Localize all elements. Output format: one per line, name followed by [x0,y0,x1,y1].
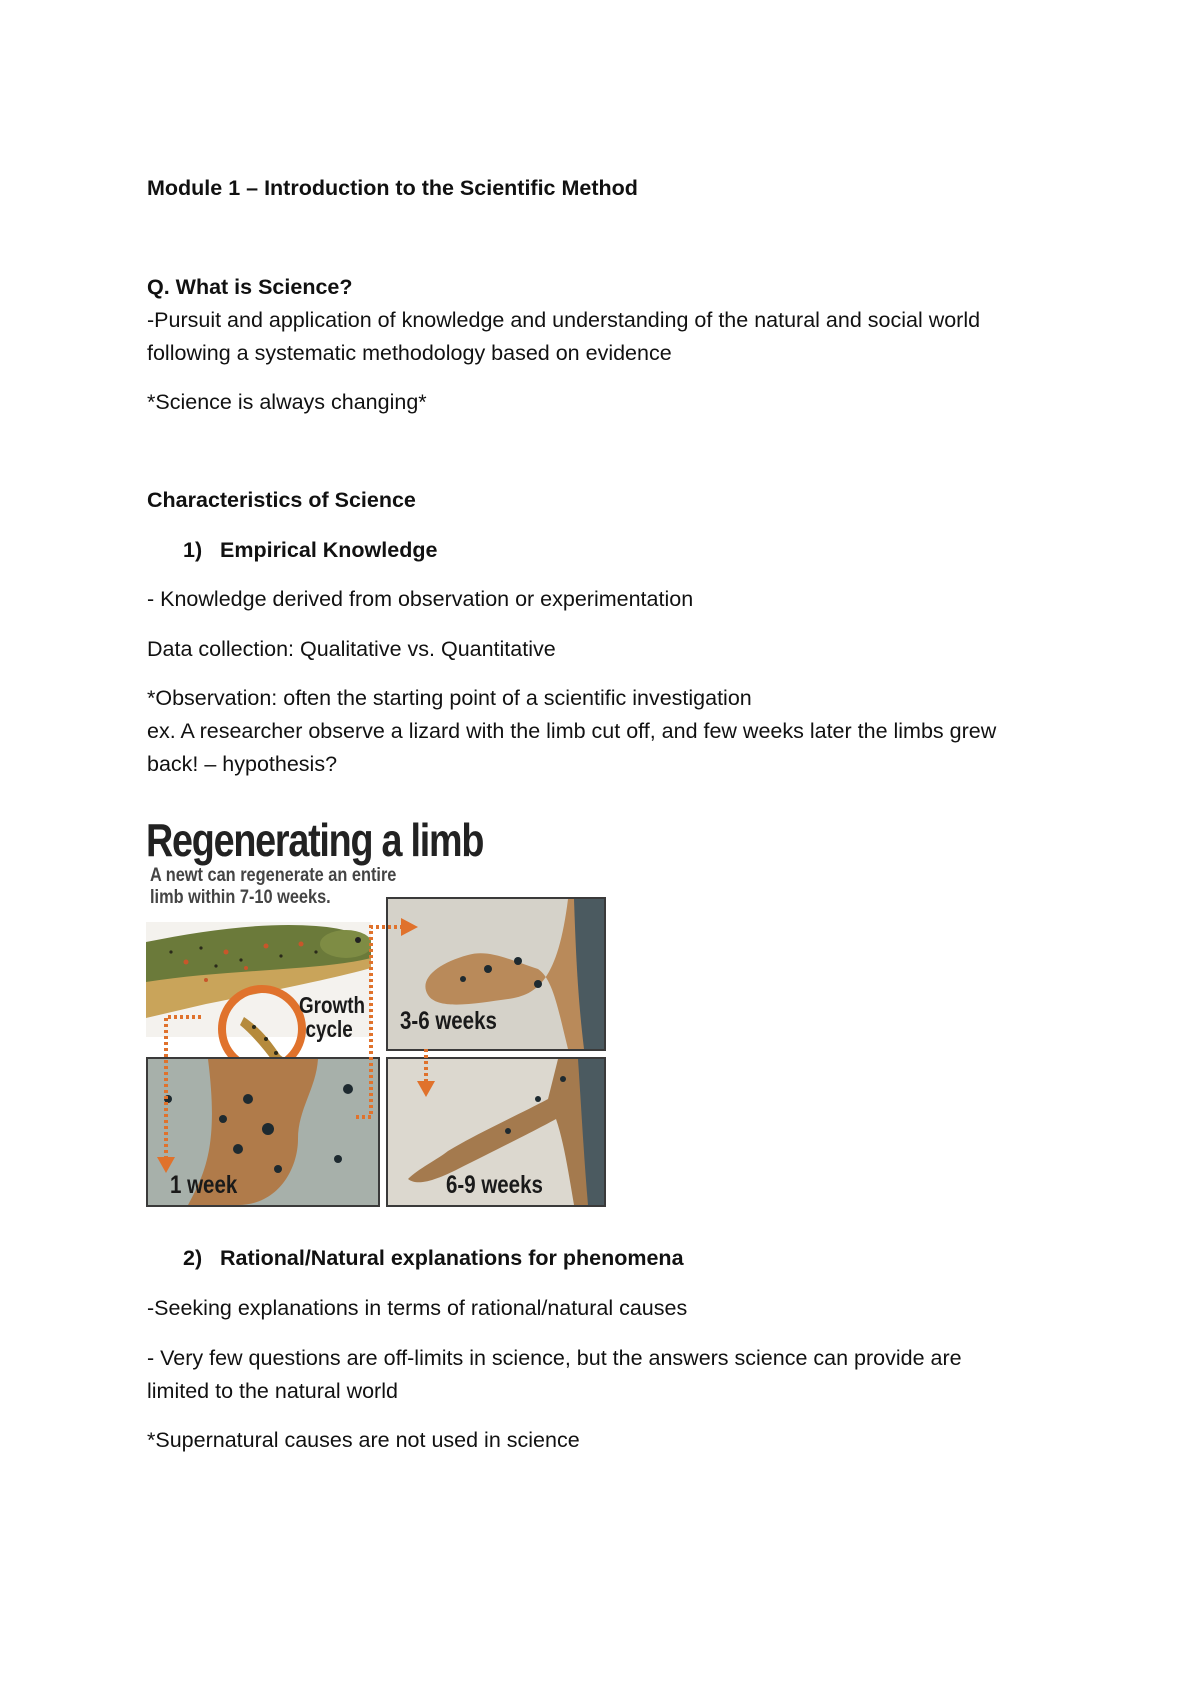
item-title: Rational/Natural explanations for phenomena [220,1246,684,1270]
item-number: 2) [183,1246,203,1270]
note-changing: *Science is always changing* [147,390,427,414]
growth-arrows [146,817,606,1207]
body-line: - Very few questions are off-limits in science, but the answers science can provide are [147,1346,962,1370]
figure-title: Regenerating a limb [146,817,484,866]
definition-line: -Pursuit and application of knowledge and understanding of the natural and social world [147,308,981,332]
body-line: -Seeking explanations in terms of rational/natural causes [147,1296,688,1320]
body-line: ex. A researcher observe a lizard with the limb cut off, and few weeks later the limbs grew [147,719,997,743]
item-number: 1) [183,538,203,562]
body-line: back! – hypothesis? [147,752,338,776]
body-line: *Supernatural causes are not used in science [147,1428,580,1452]
body-line: Data collection: Qualitative vs. Quantitative [147,637,556,661]
regeneration-figure [146,817,606,1207]
question-heading: Q. What is Science? [147,275,353,299]
label-3-6-weeks: 3-6 weeks [400,1007,497,1035]
growth-cycle-line: Growth [299,992,366,1018]
label-6-9-weeks: 6-9 weeks [446,1171,543,1199]
body-line: limited to the natural world [147,1379,398,1403]
definition-line: following a systematic methodology based on evidence [147,341,672,365]
item-title: Empirical Knowledge [220,538,438,562]
body-line: - Knowledge derived from observation or experimentation [147,587,694,611]
figure-subtitle-line: limb within 7-10 weeks. [150,887,331,908]
characteristics-heading: Characteristics of Science [147,488,416,512]
figure-subtitle-line: A newt can regenerate an entire [150,865,397,886]
module-title: Module 1 – Introduction to the Scientific Method [147,176,638,200]
body-line: *Observation: often the starting point of a scientific investigation [147,686,752,710]
label-1-week: 1 week [170,1171,238,1199]
growth-cycle-line: cycle [305,1016,353,1042]
